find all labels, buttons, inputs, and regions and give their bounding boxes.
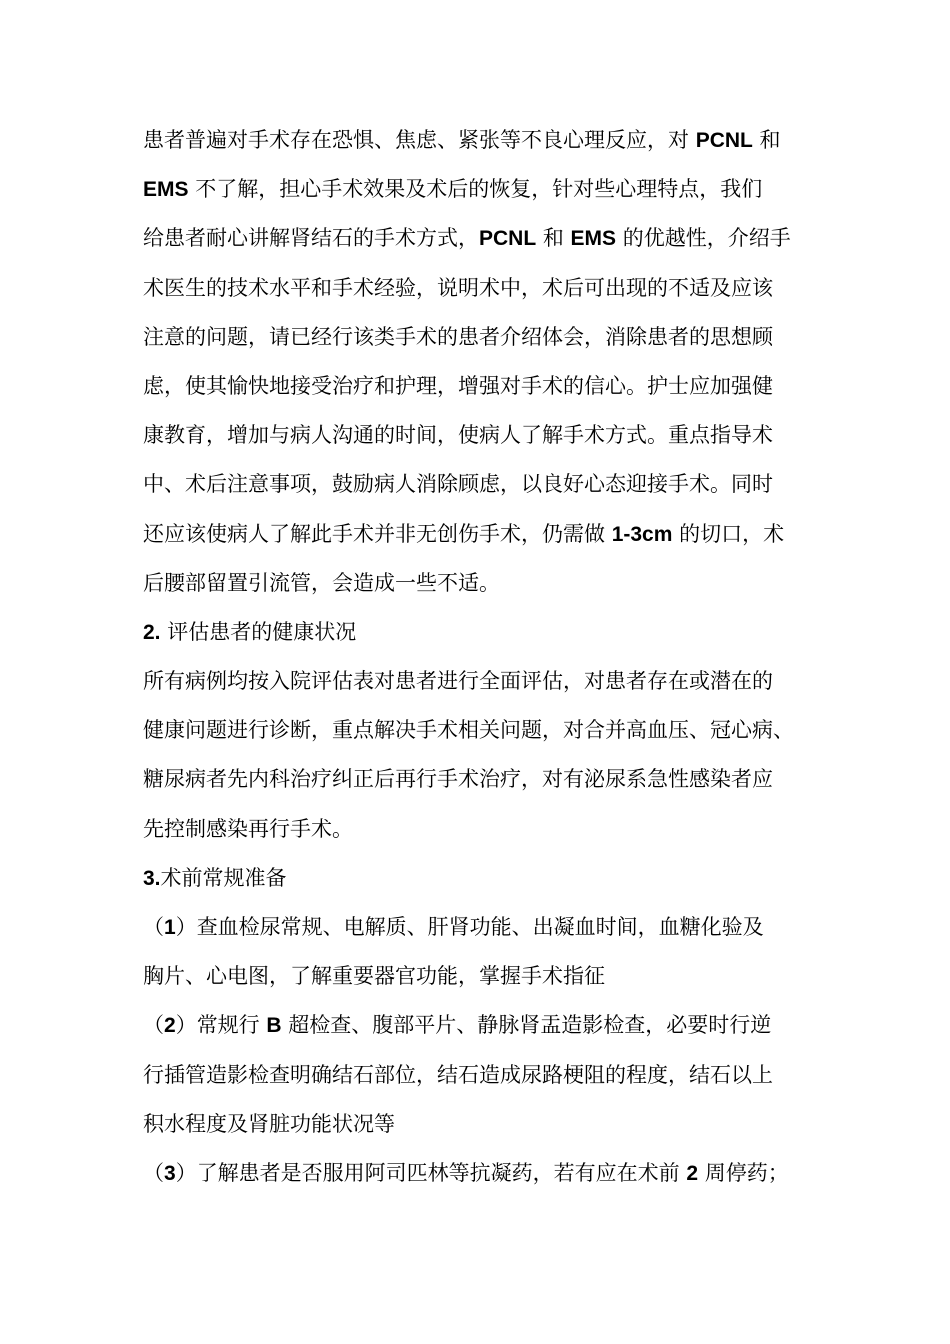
text-line: 还应该使病人了解此手术并非无创伤手术，仍需做 1-3cm 的切口，术 bbox=[143, 521, 785, 546]
item-number: 2 bbox=[164, 1014, 176, 1038]
section-number: 2. bbox=[143, 620, 161, 644]
document-page bbox=[143, 116, 811, 1198]
text-line: （3）了解患者是否服用阿司匹林等抗凝药，若有应在术前 2 周停药； bbox=[143, 1160, 789, 1185]
term-ems: EMS bbox=[570, 227, 617, 251]
term-ems: EMS bbox=[143, 178, 189, 202]
term-b-ultrasound: B bbox=[266, 1014, 282, 1038]
text-line: 先控制感染再行手术。 bbox=[143, 816, 353, 841]
list-item-3 bbox=[143, 1149, 811, 1198]
text-line: 虑，使其愉快地接受治疗和护理，增强对手术的信心。护士应加强健 bbox=[143, 373, 773, 398]
section-title: 术前常规准备 bbox=[160, 865, 287, 890]
text-line: 康教育，增加与病人沟通的时间，使病人了解手术方式。重点指导术 bbox=[143, 423, 773, 448]
text-line: 注意的问题，请已经行该类手术的患者介绍体会，消除患者的思想顾 bbox=[143, 324, 773, 349]
text-line: 患者普遍对手术存在恐惧、焦虑、紧张等不良心理反应，对 PCNL 和 bbox=[143, 128, 781, 152]
paragraph-psychology bbox=[143, 116, 811, 608]
text-line: 中、术后注意事项，鼓励病人消除顾虑，以良好心态迎接手术。同时 bbox=[143, 472, 773, 497]
section-heading-3 bbox=[143, 854, 811, 903]
text-line: 胸片、心电图，了解重要器官功能，掌握手术指征 bbox=[143, 964, 605, 989]
text-line: 积水程度及肾脏功能状况等 bbox=[143, 1111, 395, 1136]
text-line: 糖尿病者先内科治疗纠正后再行手术治疗，对有泌尿系急性感染者应 bbox=[143, 767, 773, 792]
text-line: （1）查血检尿常规、电解质、肝肾功能、出凝血时间，血糖化验及 bbox=[143, 915, 764, 939]
paragraph-health-assessment bbox=[143, 657, 811, 854]
term-pcnl: PCNL bbox=[479, 227, 537, 251]
item-number: 3 bbox=[164, 1161, 176, 1185]
term-pcnl: PCNL bbox=[695, 129, 753, 152]
section-heading-2 bbox=[143, 608, 811, 657]
text-line: 健康问题进行诊断，重点解决手术相关问题，对合并高血压、冠心病、 bbox=[143, 718, 794, 743]
text-line: 行插管造影检查明确结石部位，结石造成尿路梗阻的程度，结石以上 bbox=[143, 1062, 773, 1087]
list-item-1 bbox=[143, 903, 811, 1001]
weeks-number: 2 bbox=[686, 1161, 699, 1185]
list-item-2 bbox=[143, 1001, 811, 1149]
text-line: EMS 不了解，担心手术效果及术后的恢复，针对些心理特点，我们 bbox=[143, 177, 763, 202]
section-title: 评估患者的健康状况 bbox=[160, 619, 357, 644]
text-line: 所有病例均按入院评估表对患者进行全面评估，对患者存在或潜在的 bbox=[143, 669, 773, 694]
text-line: 术医生的技术水平和手术经验，说明术中，术后可出现的不适及应该 bbox=[143, 275, 773, 300]
section-number: 3. bbox=[143, 866, 161, 890]
text-line: （2）常规行 B 超检查、腹部平片、静脉肾盂造影检查，必要时行逆 bbox=[143, 1013, 772, 1038]
text-line: 给患者耐心讲解肾结石的手术方式，PCNL 和 EMS 的优越性，介绍手 bbox=[143, 226, 791, 251]
item-number: 1 bbox=[164, 916, 176, 939]
text-line: 后腰部留置引流管，会造成一些不适。 bbox=[143, 570, 500, 595]
incision-size: 1-3cm bbox=[611, 522, 673, 546]
